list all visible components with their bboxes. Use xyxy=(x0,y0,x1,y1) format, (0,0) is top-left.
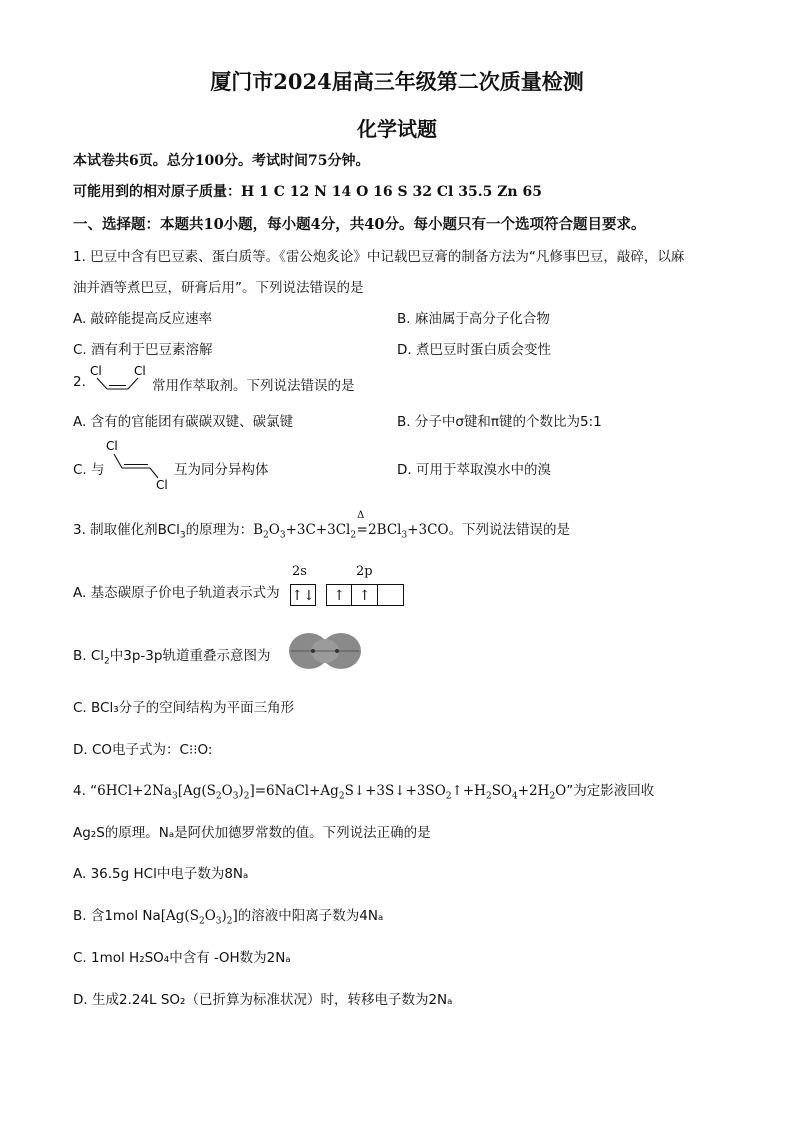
q3-option-c: C. BCl₃分子的空间结构为平面三角形 xyxy=(73,700,295,716)
orbital-box-2p-2: ↑ xyxy=(352,584,378,606)
cis-dichloroethene-structure xyxy=(88,362,152,392)
q1-option-a: A. 敲碎能提高反应速率 xyxy=(73,311,213,327)
exam-info-pages: 本试卷共6页。总分100分。考试时间75分钟。 xyxy=(73,153,370,169)
q4-equation: $6HCl+2Na_3[Ag(S_2O_3)_2]=6NaCl+Ag_2S↓+3S↓+3SO_2↑+H_2SO_4+2H_2O$ xyxy=(97,783,567,802)
q1-option-b: B. 麻油属于高分子化合物 xyxy=(397,311,550,327)
q4-option-d: D. 生成2.24L SO₂（已折算为标准状况）时，转移电子数为2Nₐ xyxy=(73,992,453,1008)
q4-stem-prefix: 4. “ xyxy=(73,783,98,799)
orbital-box-2p-3 xyxy=(378,584,404,606)
exam-title: 厦门市2024届高三年级第二次质量检测 xyxy=(210,69,584,94)
q4-stem-line1 xyxy=(73,779,654,802)
orbital-box-2p-1: ↑ xyxy=(326,584,352,606)
orbital-box-group-2p xyxy=(326,584,404,606)
orbital-diagram xyxy=(290,584,404,606)
q2-option-d: D. 可用于萃取溴水中的溴 xyxy=(397,462,551,478)
q3-option-d: D. CO电子式为：C⁝⁝O: xyxy=(73,742,213,758)
q4-option-c: C. 1mol H₂SO₄中含有 -OH数为2Nₐ xyxy=(73,950,291,966)
q3-option-b-text: 中3p-3p轨道重叠示意图为 xyxy=(109,648,271,664)
q3-option-b: B. $Cl_2$中3p-3p轨道重叠示意图为 xyxy=(73,648,271,667)
p-orbital-overlap-diagram xyxy=(287,630,363,672)
q2-cl-label-1: Cl xyxy=(90,364,102,378)
trans-dichloroethene-structure xyxy=(100,436,174,492)
orbital-label-2p: 2p xyxy=(356,564,373,579)
q2c-cl-label-1: Cl xyxy=(106,439,118,453)
q3-stem-mid: 的原理为： xyxy=(185,522,254,538)
q3-option-b-prefix: B. Cl xyxy=(73,648,105,664)
q2-option-b: B. 分子中σ键和π键的个数比为5:1 xyxy=(397,414,602,430)
q3-stem-prefix: 3. 制取催化剂BCl xyxy=(73,522,180,538)
q4-option-b-prefix: B. 含1mol Na xyxy=(73,908,161,924)
q4-option-b-text: 的溶液中阳离子数为4Nₐ xyxy=(237,908,384,924)
q2-stem: 常用作萃取剂。下列说法错误的是 xyxy=(152,378,355,394)
q1-stem-line1: 1. 巴豆中含有巴豆素、蛋白质等。《雷公炮炙论》中记载巴豆膏的制备方法为“凡修事巴豆，敲碎，以麻 xyxy=(73,249,685,265)
exam-subtitle: 化学试题 xyxy=(357,117,437,141)
q3-stem-suffix: 。下列说法错误的是 xyxy=(448,522,571,538)
q2-cl-label-2: Cl xyxy=(134,364,146,378)
q1-option-c: C. 酒有利于巴豆素溶解 xyxy=(73,342,213,358)
q4-option-b: B. 含1mol $Na[Ag(S_2O_3)_2]$的溶液中阳离子数为4Nₐ xyxy=(73,908,384,927)
orbital-label-2s: 2s xyxy=(292,564,307,579)
orbital-box-2s: ↑↓ xyxy=(290,584,316,606)
q2-option-c-text: 互为同分异构体 xyxy=(174,462,269,478)
q2-option-a: A. 含有的官能团有碳碳双键、碳氯键 xyxy=(73,414,294,430)
section-heading: 一、选择题：本题共10小题，每小题4分，共40分。每小题只有一个选项符合题目要求。 xyxy=(73,216,646,233)
q2-option-c-prefix: C. 与 xyxy=(73,462,105,478)
q3-stem: 3. 制取催化剂BCl$_3$的原理为：$B_2O_3+3C+3Cl_2=$ Δ 2BCl$_3$+3CO。下列说法错误的是 xyxy=(73,510,571,541)
q1-stem-line2: 油并酒等煮巴豆，研膏后用”。下列说法错误的是 xyxy=(73,280,364,296)
q1-option-d: D. 煮巴豆时蛋白质会变性 xyxy=(397,342,551,358)
q3-option-a: A. 基态碳原子价电子轨道表示式为 xyxy=(73,585,280,601)
q4-option-a: A. 36.5g HCl中电子数为8Nₐ xyxy=(73,866,249,882)
q2-number: 2. xyxy=(73,374,86,390)
q4-stem-line2: Ag₂S的原理。Nₐ是阿伏加德罗常数的值。下列说法正确的是 xyxy=(73,825,431,841)
q3-equation: $B_2O_3+3C+3Cl_2=$ Δ 2BCl$_3$+3CO xyxy=(253,510,449,541)
atomic-mass-line: 可能用到的相对原子质量：H 1 C 12 N 14 O 16 S 32 Cl 35.5 Zn 65 xyxy=(73,184,542,200)
q2c-cl-label-2: Cl xyxy=(156,478,168,492)
q4-stem-suffix: ”为定影液回收 xyxy=(566,783,655,799)
